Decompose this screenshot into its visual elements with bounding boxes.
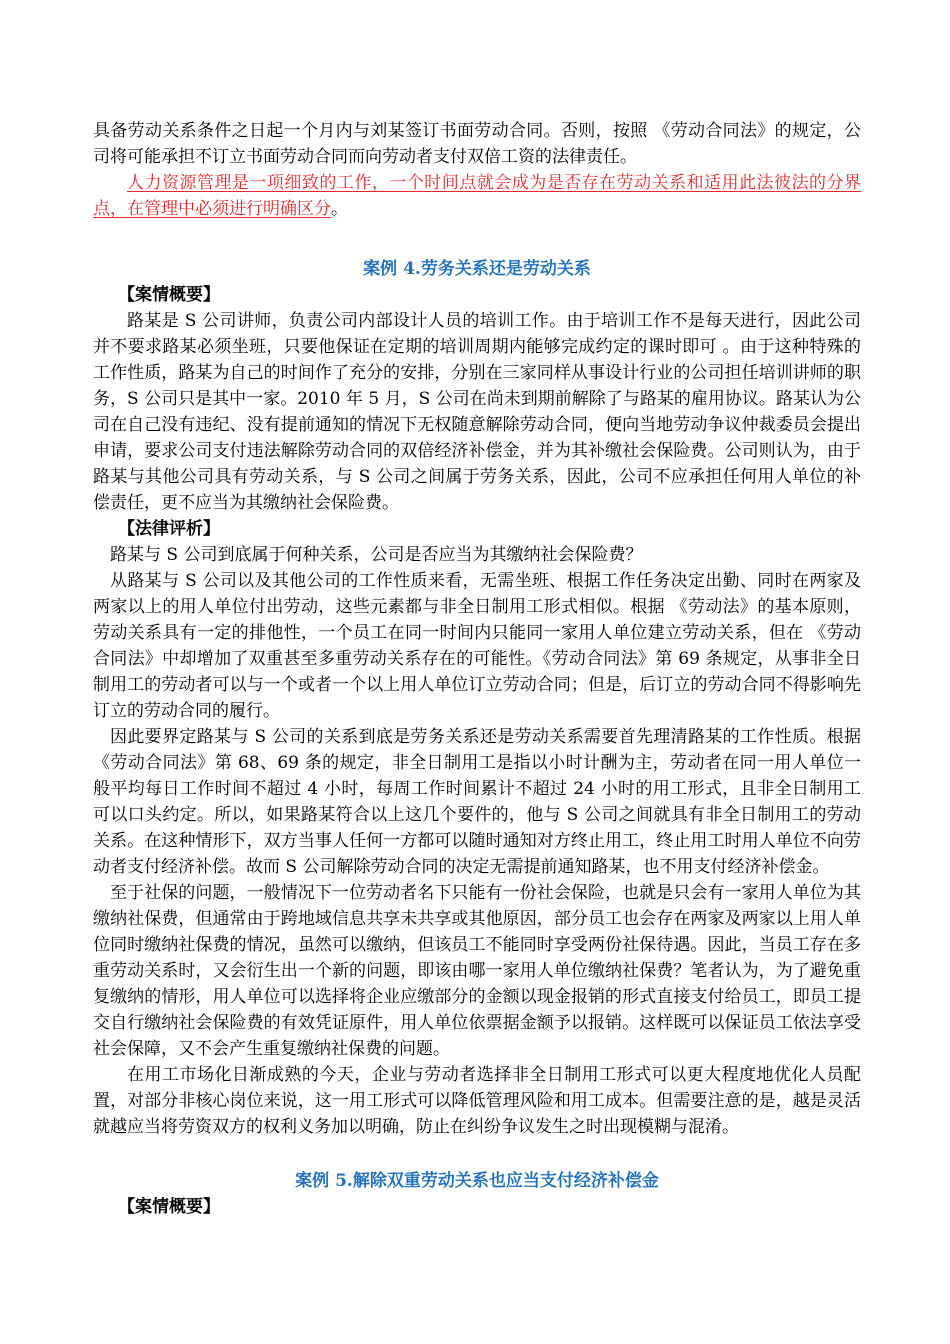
case4-analysis-paragraph-2: 从路某与 S 公司以及其他公司的工作性质来看，无需坐班、根据工作任务决定出勤、同时在两家及两家以上的用人单位付出劳动，这些元素都与非全日制用工形式相似。根据 《劳动法》的基本原则，劳动关系具有一定的排他性，一个员工在同一时间内只能同一家用人单位建立劳动关系，但在 《劳动合同法》中却增加了双重甚至多重劳动关系存在的可能性。《劳动合同法》第 69 条规定，从事非全日制用工的劳动者可以与一个或者一个以上用人单位订立劳动合同；但是，后订立的劳动合同不得影响先订立的劳动合同的履行。 — [93, 571, 861, 721]
emphasis-red-text: 人力资源管理是一项细致的工作，一个时间点就会成为是否存在劳动关系和适用此法彼法的分界点，在管理中必须进行明确区分 — [93, 173, 861, 219]
emphasis-period: 。 — [331, 199, 348, 219]
case4-analysis-paragraph-5: 在用工市场化日渐成熟的今天，企业与劳动者选择非全日制用工形式可以更大程度地优化人员配置，对部分非核心岗位来说，这一用工形式可以降低管理风险和用工成本。但需要注意的是，越是灵活就越应当将劳资双方的权利义务加以明确，防止在纠纷争议发生之时出现模糊与混淆。 — [93, 1065, 861, 1137]
case4-analysis-paragraph-4: 至于社保的问题，一般情况下一位劳动者名下只能有一份社会保险，也就是只会有一家用人单位为其缴纳社保费，但通常由于跨地域信息共享未共享或其他原因，部分员工也会存在两家及两家以上用人单位同时缴纳社保费的情况，虽然可以缴纳，但该员工不能同时享受两份社保待遇。因此，当员工存在多重劳动关系时，又会衍生出一个新的问题，即该由哪一家用人单位缴纳社保费？笔者认为，为了避免重复缴纳的情形，用人单位可以选择将企业应缴部分的金额以现金报销的形式直接支付给员工，即员工提交自行缴纳社会保险费的有效凭证原件，用人单位依票据金额予以报销。这样既可以保证员工依法享受社会保障，又不会产生重复缴纳社保费的问题。 — [93, 883, 861, 1059]
case4-analysis-paragraph-3: 因此要界定路某与 S 公司的关系到底是劳务关系还是劳动关系需要首先理清路某的工作性质。根据 《劳动合同法》第 68、69 条的规定，非全日制用工是指以小时计酬为主，劳动者在同一用人单位一般平均每日工作时间不超过 4 小时，每周工作时间累计不超过 24 小时的用工形式，且非全日制用工可以口头约定。所以，如果路某符合以上这几个要件的，他与 S 公司之间就具有非全日制用工的劳动关系。在这种情形下，双方当事人任何一方都可以随时通知对方终止用工，终止用工时用人单位不向劳动者支付经济补偿。故而 S 公司解除劳动合同的决定无需提前通知路某，也不用支付经济补偿金。 — [93, 727, 861, 877]
case4-title: 案例 4.劳务关系还是劳动关系 — [363, 259, 591, 279]
case4-analysis-paragraph-1: 路某与 S 公司到底属于何种关系，公司是否应当为其缴纳社会保险费？ — [110, 545, 643, 565]
case5-summary-label: 【案情概要】 — [118, 1197, 220, 1217]
case4-summary-paragraph: 路某是 S 公司讲师，负责公司内部设计人员的培训工作。由于培训工作不是每天进行，因此公司并不要求路某必须坐班，只要他保证在定期的培训周期内能够完成约定的课时即可 。由于这种特殊的工作性质，路某为自己的时间作了充分的安排，分别在三家同样从事设计行业的公司担任培训讲师的职务，S 公司只是其中一家。2010 年 5 月，S 公司在尚未到期前解除了与路某的雇用协议。路某认为公司在自己没有违纪、没有提前通知的情况下无权随意解除劳动合同，便向当地劳动争议仲裁委员会提出申请，要求公司支付违法解除劳动合同的双倍经济补偿金，并为其补缴社会保险费。公司则认为，由于路某与其他公司具有劳动关系，与 S 公司之间属于劳务关系，因此，公司不应承担任何用人单位的补偿责任，更不应当为其缴纳社会保险费。 — [93, 311, 861, 513]
intro-continuation-paragraph: 具备劳动关系条件之日起一个月内与刘某签订书面劳动合同。否则，按照 《劳动合同法》的规定，公司将可能承担不订立书面劳动合同而向劳动者支付双倍工资的法律责任。 — [93, 121, 861, 167]
document-page — [93, 118, 861, 1220]
case4-analysis-label: 【法律评析】 — [118, 519, 220, 539]
case4-summary-label: 【案情概要】 — [118, 285, 220, 305]
intro-emphasis-paragraph — [93, 170, 861, 222]
case5-title: 案例 5.解除双重劳动关系也应当支付经济补偿金 — [295, 1171, 659, 1191]
